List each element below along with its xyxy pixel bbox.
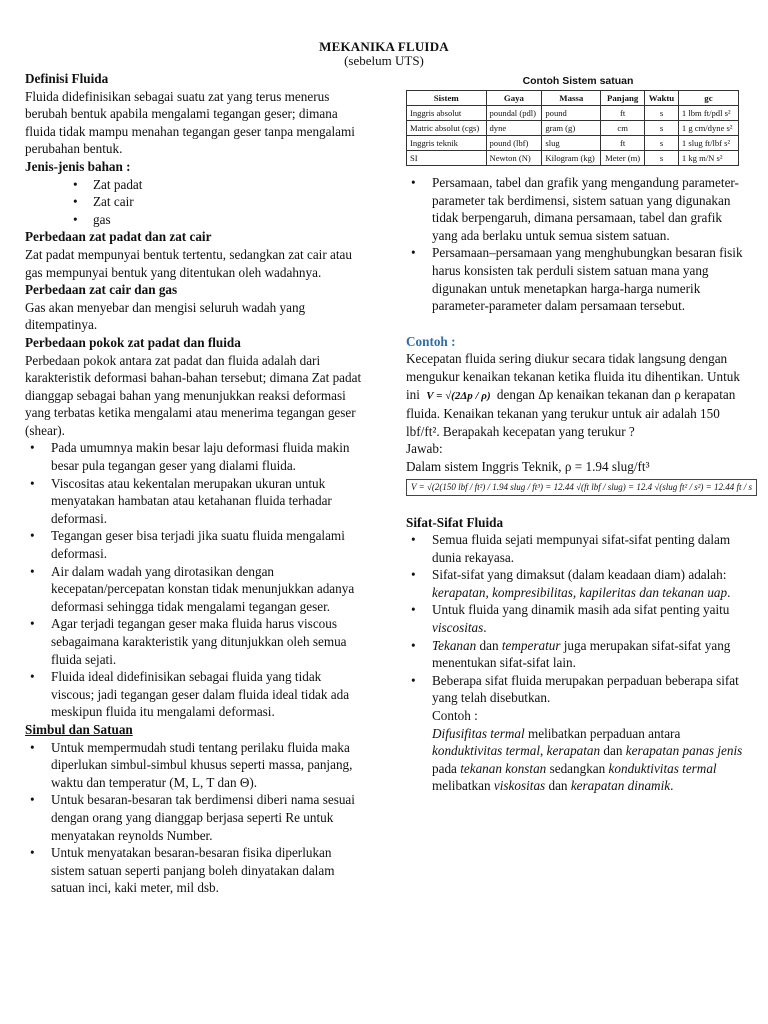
table-cell: 1 lbm ft/pdl s²: [678, 106, 738, 121]
liquid-gas-text: Gas akan menyebar dan mengisi seluruh wadah yang ditempatinya.: [25, 299, 306, 333]
emphasis-text: temperatur: [501, 637, 561, 653]
text-span: Beberapa sifat fluida merupakan perpaduan beberapa sifat yang telah disebutkan.: [432, 672, 739, 706]
list-item: • Semua fluida sejati mempunyai sifat-sifat penting dalam dunia rekayasa.: [406, 531, 746, 566]
solid-fluid-bullets: [25, 439, 363, 721]
list-item: • Untuk menyatakan besaran-besaran fisika diperlukan sistem satuan seperti panjang boleh dinyatakan dalam satuan inci, kaki meter, mil dsb.: [25, 844, 363, 897]
table-row: [407, 136, 739, 151]
text-span: juga merupakan sifat-sifat yang menentukan sifat-sifat lain.: [432, 637, 731, 671]
table-header-row: [407, 91, 739, 106]
table-cell: 1 g cm/dyne s²: [678, 121, 738, 136]
page-title: MEKANIKA FLUIDA: [319, 39, 449, 54]
emphasis-text: tekanan konstan: [460, 760, 547, 776]
definition-heading: Definisi Fluida: [25, 71, 109, 86]
text-span: dan: [600, 743, 626, 759]
text-span: ,: [540, 743, 547, 759]
example-text: [406, 350, 746, 440]
table-cell: dyne: [486, 121, 542, 136]
list-item: • Pada umumnya makin besar laju deformasi fluida makin besar pula tegangan geser yang dialami fluida.: [25, 439, 363, 474]
example-text-part1: Kecepatan fluida sering diukur secara tidak langsung dengan mengukur kenaikan tekanan ketika fluida itu dihentikan. Untuk ini: [406, 351, 740, 402]
example-heading: Contoh :: [406, 333, 456, 349]
table-row: [407, 106, 739, 121]
list-item: [406, 637, 746, 672]
emphasis-text: kerapatan dinamik: [570, 778, 671, 794]
list-item: • Viscositas atau kekentalan merupakan ukuran untuk menyatakan hambatan atau ketahanan fluida terhadar deformasi.: [25, 475, 363, 528]
text-span: dan: [476, 637, 502, 653]
table-cell: Newton (N): [486, 151, 542, 166]
text-span: sedangkan: [546, 760, 609, 776]
list-item: [406, 672, 746, 795]
table-cell: 1 slug ft/lbf s²: [678, 136, 738, 151]
properties-heading: Sifat-Sifat Fluida: [406, 514, 504, 530]
emphasis-text: konduktivitas termal: [608, 760, 717, 776]
text-span: .: [483, 620, 487, 636]
table-cell: Inggris teknik: [407, 136, 487, 151]
list-item: • Persamaan–persamaan yang menghubungkan besaran fisik harus konsisten tak perduli sistem satuan mana yang digunakan untuk menetapkan harga-harga numerik parameter-parameter dalam persamaan tersebut.: [406, 244, 746, 314]
spacer: [406, 166, 746, 174]
table-header-cell: Sistem: [407, 91, 487, 106]
right-column: [406, 70, 752, 795]
material-types-heading: Jenis-jenis bahan :: [25, 158, 131, 174]
list-item: • Zat cair: [25, 193, 363, 211]
table-cell: cm: [601, 121, 645, 136]
answer-label: Jawab:: [406, 441, 443, 457]
text-span: pada: [432, 760, 461, 776]
list-item: • Agar terjadi tegangan geser maka fluida harus viscous sebagaimana karakteristik yang ditunjukkan oleh semua fluida sejati.: [25, 615, 363, 668]
page-subtitle: (sebelum UTS): [344, 53, 424, 68]
solid-liquid-heading: Perbedaan zat padat dan zat cair: [25, 229, 212, 245]
list-item: • Fluida ideal didefinisikan sebagai fluida yang tidak viscous; jadi tegangan geser dalam fluida ideal tidak ada meskipun fluida itu mengalami deformasi.: [25, 668, 363, 721]
table-cell: Inggris absolut: [407, 106, 487, 121]
emphasis-text: konduktivitas termal: [432, 743, 541, 759]
table-cell: s: [645, 121, 679, 136]
table-cell: pound (lbf): [486, 136, 542, 151]
solid-fluid-heading: Perbedaan pokok zat padat dan fluida: [25, 334, 241, 350]
list-item: • Untuk mempermudah studi tentang perilaku fluida maka diperlukan simbul-simbul khusus seperti massa, panjang, waktu dan temperatur (M, L, T dan Θ).: [25, 739, 363, 792]
emphasis-text: viskositas: [493, 778, 546, 794]
table-cell: Meter (m): [601, 151, 645, 166]
table-cell: s: [645, 106, 679, 121]
symbols-units-bullets: [25, 739, 363, 897]
example-text-part2: dengan Δp kenaikan tekanan dan ρ kerapatan fluida. Kenaikan tekanan yang terukur untuk air adalah 150 lbf/ft². Berapakah kecepatan yang terukur ?: [406, 386, 736, 439]
definition-text: Fluida didefinisikan sebagai suatu zat yang terus menerus berubah bentuk apabila mengalami tegangan geser; dimana fluida tidak mampu menahan tegangan geser tanpa mengalami perubahan bentuk.: [25, 88, 355, 157]
list-item: • Persamaan, tabel dan grafik yang mengandung parameter-parameter tak berdimensi, sistem satuan yang digunakan tidak berpengaruh, dimana persamaan, tabel dan grafik yang ada berlaku untuk semua sistem satuan.: [406, 174, 746, 244]
liquid-gas-heading: Perbedaan zat cair dan gas: [25, 282, 178, 298]
table-cell: gram (g): [542, 121, 601, 136]
unit-table-title: Contoh Sistem satuan: [522, 75, 634, 87]
solution-formula: V = √(2(150 lbf / ft²) / 1.94 slug / ft³) = 12.44 √(ft lbf / slug) = 12.4 √(slug ft² / s²) = 12.44 ft / s: [406, 479, 757, 496]
list-item: [406, 566, 746, 601]
table-cell: slug: [542, 136, 601, 151]
list-item: • Zat padat: [25, 176, 363, 194]
text-span: Contoh :: [432, 708, 478, 724]
table-header-cell: Massa: [542, 91, 601, 106]
table-row: [407, 121, 739, 136]
text-span: .: [670, 778, 674, 794]
table-cell: ft: [601, 106, 645, 121]
text-span: Untuk fluida yang dinamik masih ada sifat penting yaitu: [432, 602, 730, 618]
table-header-cell: Waktu: [645, 91, 679, 106]
text-span: melibatkan: [432, 778, 494, 794]
table-row: [407, 151, 739, 166]
emphasis-text: kerapatan panas jenis: [625, 743, 743, 759]
spacer: [406, 315, 746, 333]
list-item: • Air dalam wadah yang dirotasikan dengan kecepatan/percepatan konstan tidak menunjukkan adanya deformasi sehingga tidak mengalami tegangan geser.: [25, 563, 363, 616]
table-cell: Kilogram (kg): [542, 151, 601, 166]
table-cell: pound: [542, 106, 601, 121]
table-cell: Matric absolut (cgs): [407, 121, 487, 136]
list-item: • gas: [25, 211, 363, 229]
table-header-cell: gc: [678, 91, 738, 106]
table-cell: ft: [601, 136, 645, 151]
text-span: Sifat-sifat yang dimaksut (dalam keadaan diam) adalah:: [432, 567, 727, 583]
table-header-cell: Gaya: [486, 91, 542, 106]
velocity-formula: V = √(2Δp / ρ): [426, 389, 491, 402]
text-span: .: [727, 584, 731, 600]
list-item: • Untuk besaran-besaran tak berdimensi diberi nama sesuai dengan orang yang dianggap berjasa seperti Re untuk menyatakan reynolds Number.: [25, 791, 363, 844]
symbols-units-heading: Simbul dan Satuan: [25, 721, 133, 737]
spacer: [406, 496, 746, 514]
emphasis-text: viscositas: [432, 620, 484, 636]
text-span: melibatkan perpaduan antara: [524, 725, 681, 741]
solid-fluid-text: Perbedaan pokok antara zat padat dan fluida adalah dari karakteristik deformasi bahan-bahan tersebut; dimana Zat padat dianggap sebagai bahan yang menunjukkan reaksi deformasi yang terbatas ketika mengalami atau menerima tegangan geser (shear).: [25, 352, 362, 438]
emphasis-text: kerapatan, kompresibilitas, kapileritas dan tekanan uap: [432, 584, 728, 600]
emphasis-text: Difusifitas termal: [432, 725, 525, 741]
text-span: dan: [545, 778, 571, 794]
list-item: • Tegangan geser bisa terjadi jika suatu fluida mengalami deformasi.: [25, 527, 363, 562]
solid-liquid-text: Zat padat mempunyai bentuk tertentu, sedangkan zat cair atau gas mempunyai bentuk yang ditentukan oleh wadahnya.: [25, 246, 352, 280]
list-item: [406, 601, 746, 636]
material-types-list: [25, 176, 363, 229]
table-cell: s: [645, 151, 679, 166]
table-header-cell: Panjang: [601, 91, 645, 106]
table-cell: 1 kg m/N s²: [678, 151, 738, 166]
unit-systems-table: [406, 90, 739, 166]
table-cell: s: [645, 136, 679, 151]
left-column: [25, 70, 363, 897]
equation-bullets: [406, 174, 746, 315]
table-cell: SI: [407, 151, 487, 166]
emphasis-text: Tekanan: [432, 637, 477, 653]
properties-bullets: [406, 531, 746, 795]
table-cell: poundal (pdl): [486, 106, 542, 121]
emphasis-text: kerapatan: [546, 743, 601, 759]
answer-text: Dalam sistem Inggris Teknik, ρ = 1.94 slug/ft³: [406, 458, 650, 474]
